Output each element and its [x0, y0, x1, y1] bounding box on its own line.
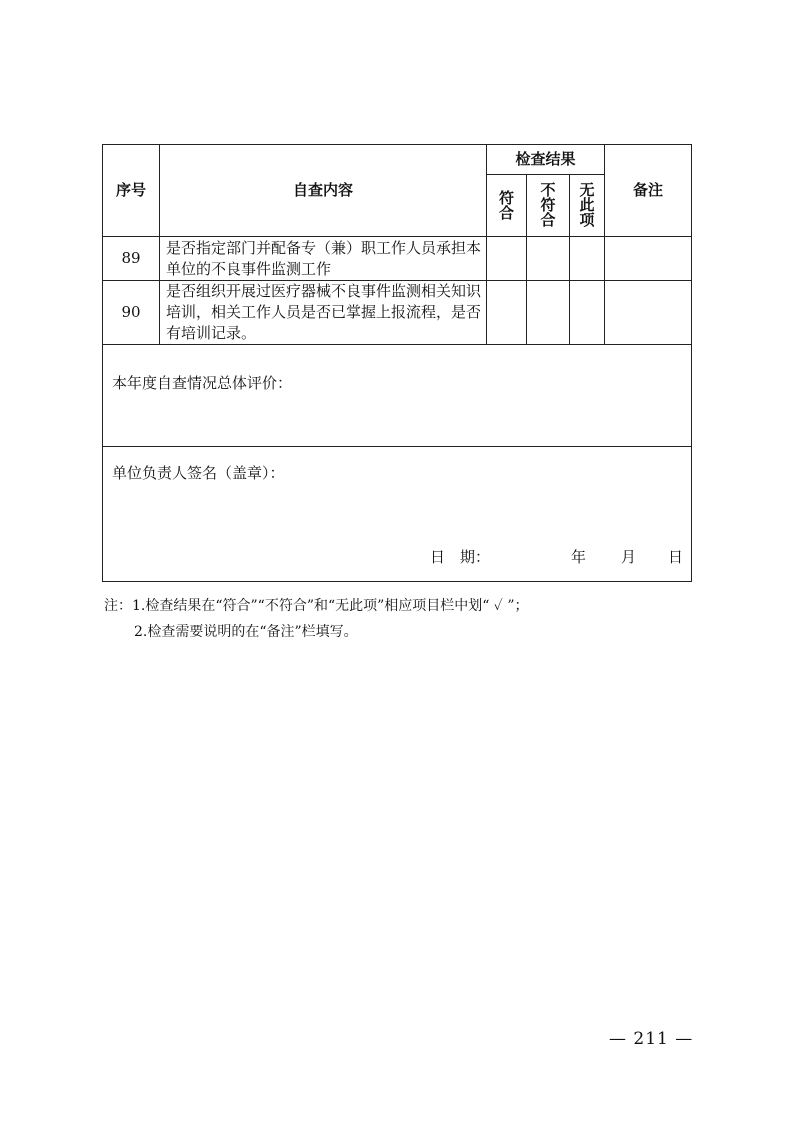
date-year: 年: [571, 548, 587, 566]
header-nonconform-cell: [527, 175, 570, 237]
row-content: 是否指定部门并配备专（兼）职工作人员承担本单位的不良事件监测工作: [160, 237, 487, 281]
date-day: 日: [668, 548, 684, 566]
signature-label: 单位负责人签名（盖章）：: [112, 464, 285, 482]
row-na-cell[interactable]: [570, 281, 605, 345]
header-na-cell: [570, 175, 605, 237]
notes: [104, 593, 529, 645]
header-result: 检查结果: [487, 145, 605, 175]
date-line: [430, 547, 683, 568]
row-remark-cell[interactable]: [605, 281, 692, 345]
header-conform-cell: [487, 175, 527, 237]
header-remark: 备注: [605, 145, 692, 237]
header-index: 序号: [103, 145, 160, 237]
page-number: — 211 —: [609, 1029, 694, 1049]
header-conform: 符合: [498, 188, 514, 222]
row-nonconform-cell[interactable]: [527, 237, 570, 281]
row-remark-cell[interactable]: [605, 237, 692, 281]
summary-label: 本年度自查情况总体评价：: [112, 374, 293, 392]
header-content: 自查内容: [160, 145, 487, 237]
self-inspection-table: [102, 144, 692, 582]
table-row: [103, 281, 692, 345]
signature-cell[interactable]: [103, 447, 692, 582]
row-index: 89: [103, 237, 160, 281]
note-1: 注：1.检查结果在“符合”“不符合”和“无此项”相应项目栏中划“ ✓ ”；: [104, 598, 529, 614]
note-2: 2.检查需要说明的在“备注”栏填写。: [134, 624, 358, 640]
date-month: 月: [621, 548, 637, 566]
row-conform-cell[interactable]: [487, 281, 527, 345]
header-nonconform: 不符合: [540, 181, 556, 229]
header-na: 无此项: [579, 181, 595, 229]
row-na-cell[interactable]: [570, 237, 605, 281]
summary-cell[interactable]: [103, 345, 692, 447]
row-content: 是否组织开展过医疗器械不良事件监测相关知识培训，相关工作人员是否已掌握上报流程，是否有培训记录。: [160, 281, 487, 345]
table-row: [103, 237, 692, 281]
row-index: 90: [103, 281, 160, 345]
row-conform-cell[interactable]: [487, 237, 527, 281]
date-label: 日 期：: [430, 548, 491, 566]
row-nonconform-cell[interactable]: [527, 281, 570, 345]
